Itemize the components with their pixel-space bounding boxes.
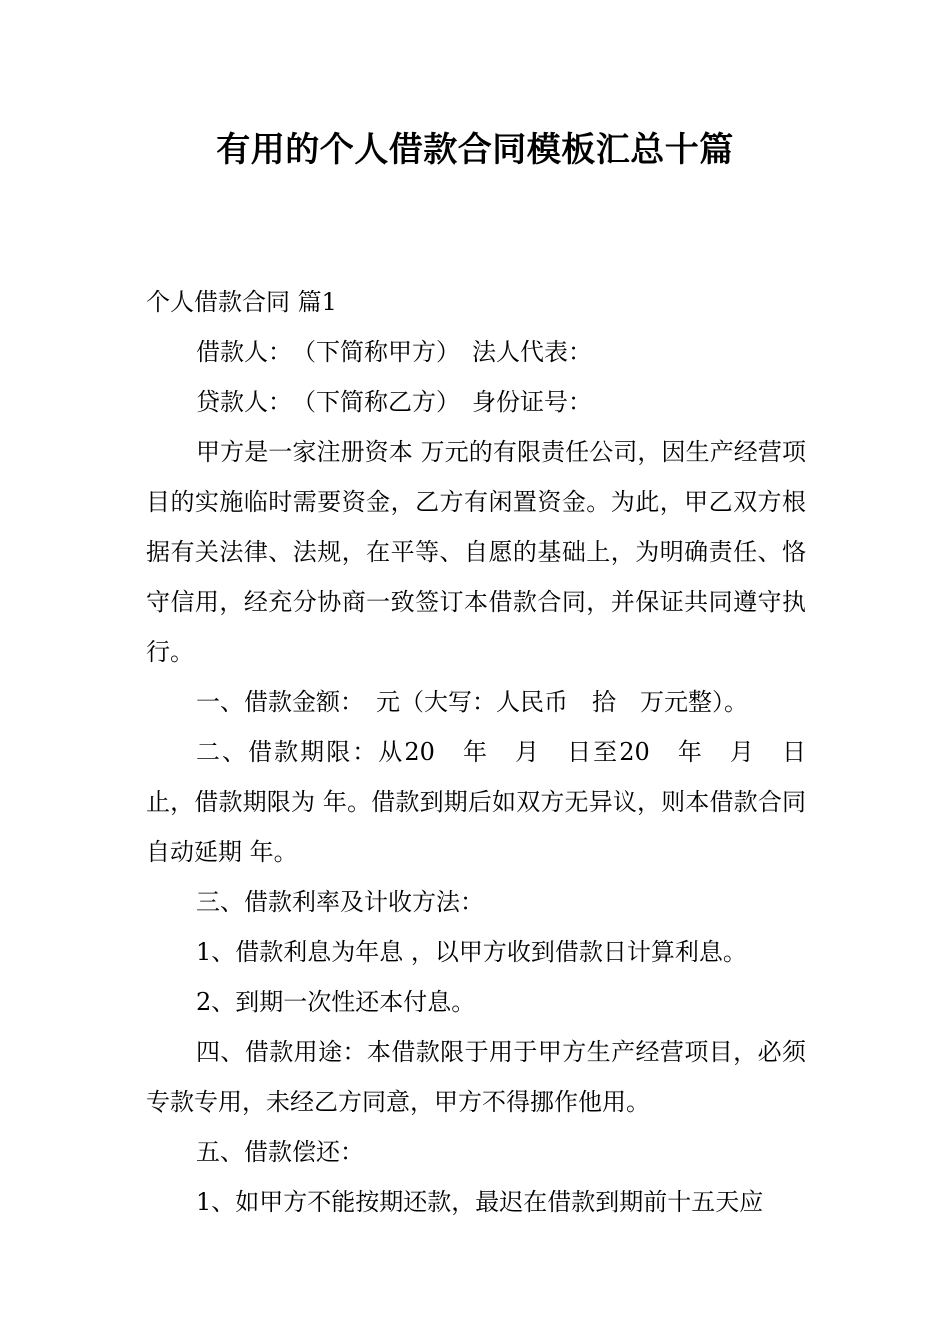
document-body <box>146 277 806 1227</box>
section-heading: 个人借款合同 篇1 <box>146 288 337 316</box>
paragraph-preamble: 甲方是一家注册资本 万元的有限责任公司，因生产经营项目的实施临时需要资金，乙方有闲置资金。为此，甲乙双方根据有关法律、法规，在平等、自愿的基础上，为明确责任、恪守信用，经充分协商一致签订本借款合同，并保证共同遵守执行。 <box>146 438 806 666</box>
paragraph-loan-amount: 一、借款金额： 元（大写：人民币 拾 万元整）。 <box>196 688 748 716</box>
paragraph-lender: 贷款人： （下简称乙方） 身份证号： <box>196 388 592 416</box>
paragraph-interest-heading: 三、借款利率及计收方法： <box>196 888 484 916</box>
paragraph-loan-term: 二、借款期限：从20 年 月 日至20 年 月 日止，借款期限为 年。借款到期后如双方无异议，则本借款合同自动延期 年。 <box>146 738 806 866</box>
paragraph-interest-rate: 1、借款利息为年息 ，以甲方收到借款日计算利息。 <box>196 938 747 966</box>
paragraph-repayment-clause: 1、如甲方不能按期还款，最迟在借款到期前十五天应 <box>196 1188 764 1216</box>
paragraph-repayment-heading: 五、借款偿还： <box>196 1138 364 1166</box>
paragraph-repayment-method: 2、到期一次性还本付息。 <box>196 988 476 1016</box>
paragraph-loan-purpose: 四、借款用途：本借款限于用于甲方生产经营项目，必须专款专用，未经乙方同意，甲方不得挪作他用。 <box>146 1038 806 1116</box>
document-title: 有用的个人借款合同模板汇总十篇 <box>216 130 734 170</box>
paragraph-borrower: 借款人： （下简称甲方） 法人代表： <box>196 338 592 366</box>
